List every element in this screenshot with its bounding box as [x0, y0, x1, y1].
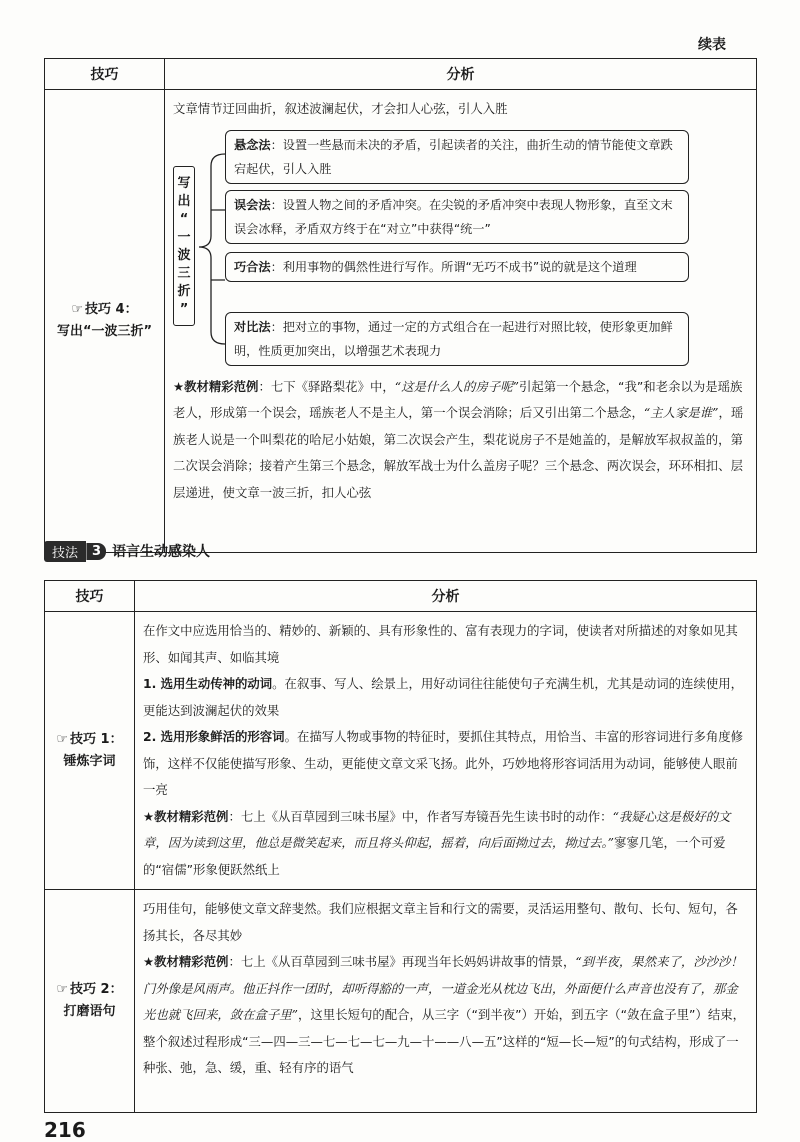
- page-number: 216: [44, 1118, 86, 1142]
- pointing-hand-icon: ☞: [56, 731, 69, 747]
- section-title: 语言生动感染人: [112, 544, 211, 560]
- analysis-cell-4: [165, 90, 757, 553]
- section-badge: 技法 3 语言生动感染人: [44, 540, 210, 562]
- method-coincidence: 巧合法：利用事物的偶然性进行写作。所谓“无巧不成书”说的就是这个道理: [225, 252, 689, 282]
- analysis-cell-2: 巧用佳句，能够使文章文辞斐然。我们应根据文章主旨和行文的需要，灵活运用整句、散句、长句、短句，各扬其长，各尽其妙 ★教材精彩范例：七上《从百草园到三味书屋》再现当年长妈妈讲故事的情景，“到半夜，果然来了，沙沙沙！门外像是风雨声。他正抖作一团时，却听得豁的一声，一道金光从枕边飞出，外面便什么声音也没有了，那金光也就飞回来，敛在盒子里”，这里长短句的配合，从三字（“到半夜”）开始，到五字（“敛在盒子里”）结束，整个叙述过程形成“三—四—三—七—七—七—九—十——八—五”这样的“短—长—短”的句式结构，形成了一种张、弛，急、缓，重、轻有序的语气: [135, 890, 757, 1113]
- analysis-cell-1: 在作文中应选用恰当的、精妙的、新颖的、具有形象性的、富有表现力的字词，使读者对所描述的对象如见其形、如闻其声、如临其境 1. 选用生动传神的动词。在叙事、写人、绘景上，用好动词往往能使句子充满生机，尤其是动词的连续使用，更能达到波澜起伏的效果 2. 选用形象鲜活的形容词。在描写人物或事物的特征时，要抓住其特点，用恰当、丰富的形容词进行多角度修饰，这样不仅能使描写形象、生动，更能使文章文采飞扬。此外，巧妙地将形容词活用为动词，能够使人眼前一亮 ★教材精彩范例：七上《从百草园到三味书屋》中，作者写寿镜吾先生读书时的动作：“我疑心这是极好的文章，因为读到这里，他总是微笑起来，而且将头仰起，摇着，向后面拗过去，拗过去。”寥寥几笔，一个可爱的“宿儒”形象便跃然纸上: [135, 612, 757, 890]
- column-header-analysis: 分析: [165, 59, 757, 90]
- vertical-label: 写 出 “ 一 波 三 折 ”: [173, 166, 195, 326]
- column-header-skill: 技巧: [45, 59, 165, 90]
- method-suspense: 悬念法：设置一些悬而未决的矛盾，引起读者的关注，曲折生动的情节能使文章跌宕起伏，引人入胜: [225, 130, 689, 184]
- textbook-example: ★教材精彩范例：七上《从百草园到三味书屋》再现当年长妈妈讲故事的情景，“到半夜，果然来了，沙沙沙！门外像是风雨声。他正抖作一团时，却听得豁的一声，一道金光从枕边飞出，外面便什么声音也没有了，那金光也就飞回来，敛在盒子里”，这里长短句的配合，从三字（“到半夜”）开始，到五字（“敛在盒子里”）结束，整个叙述过程形成“三—四—三—七—七—七—九—十——八—五”这样的“短—长—短”的句式结构，形成了一种张、弛，急、缓，重、轻有序的语气: [143, 954, 745, 1075]
- intro-text: 文章情节迂回曲折，叙述波澜起伏，才会扣人心弦，引人入胜: [173, 101, 508, 116]
- column-header-skill: 技巧: [45, 581, 135, 612]
- method-misunderstanding: 误会法：设置人物之间的矛盾冲突。在尖锐的矛盾冲突中表现人物形象，直至文末误会冰释，矛盾双方终于在“对立”中获得“统一”: [225, 190, 689, 244]
- column-header-analysis: 分析: [135, 581, 757, 612]
- skills-table-1: [44, 58, 757, 553]
- continued-label: 续表: [698, 37, 726, 53]
- skill-label-4: ☞ 技巧 4： 写出“一波三折”: [45, 90, 165, 553]
- textbook-example: ★教材精彩范例：七下《驿路梨花》中，“这是什么人的房子呢”引起第一个悬念，“我”和老余以为是瑶族老人，形成第一个误会，瑶族老人不是主人，第一个误会消除；后又引出第二个悬念，“主人家是谁”，瑶族老人说是一个叫梨花的哈尼小姑娘，第二次误会产生，梨花说房子不是她盖的，是解放军叔叔盖的，第二次误会消除；接着产生第三个悬念，解放军战士为什么盖房子呢？三个悬念、两次误会，环环相扣、层层递进，使文章一波三折，扣人心弦: [173, 378, 744, 500]
- methods-diagram: [173, 126, 748, 368]
- skill-label-1: ☞ 技巧 1： 锤炼字词: [45, 612, 135, 890]
- brace-connector: [197, 126, 227, 368]
- pointing-hand-icon: ☞: [56, 982, 69, 997]
- skills-table-2: [44, 580, 757, 1113]
- pointing-hand-icon: ☞: [71, 302, 84, 317]
- skill-label-2: ☞ 技巧 2： 打磨语句: [45, 890, 135, 1113]
- method-contrast: 对比法：把对立的事物，通过一定的方式组合在一起进行对照比较，使形象更加鲜明，性质更加突出，以增强艺术表现力: [225, 312, 689, 366]
- textbook-example: ★教材精彩范例：七上《从百草园到三味书屋》中，作者写寿镜吾先生读书时的动作：“我疑心这是极好的文章，因为读到这里，他总是微笑起来，而且将头仰起，摇着，向后面拗过去，拗过去。”寥寥几笔，一个可爱的“宿儒”形象便跃然纸上: [143, 808, 731, 877]
